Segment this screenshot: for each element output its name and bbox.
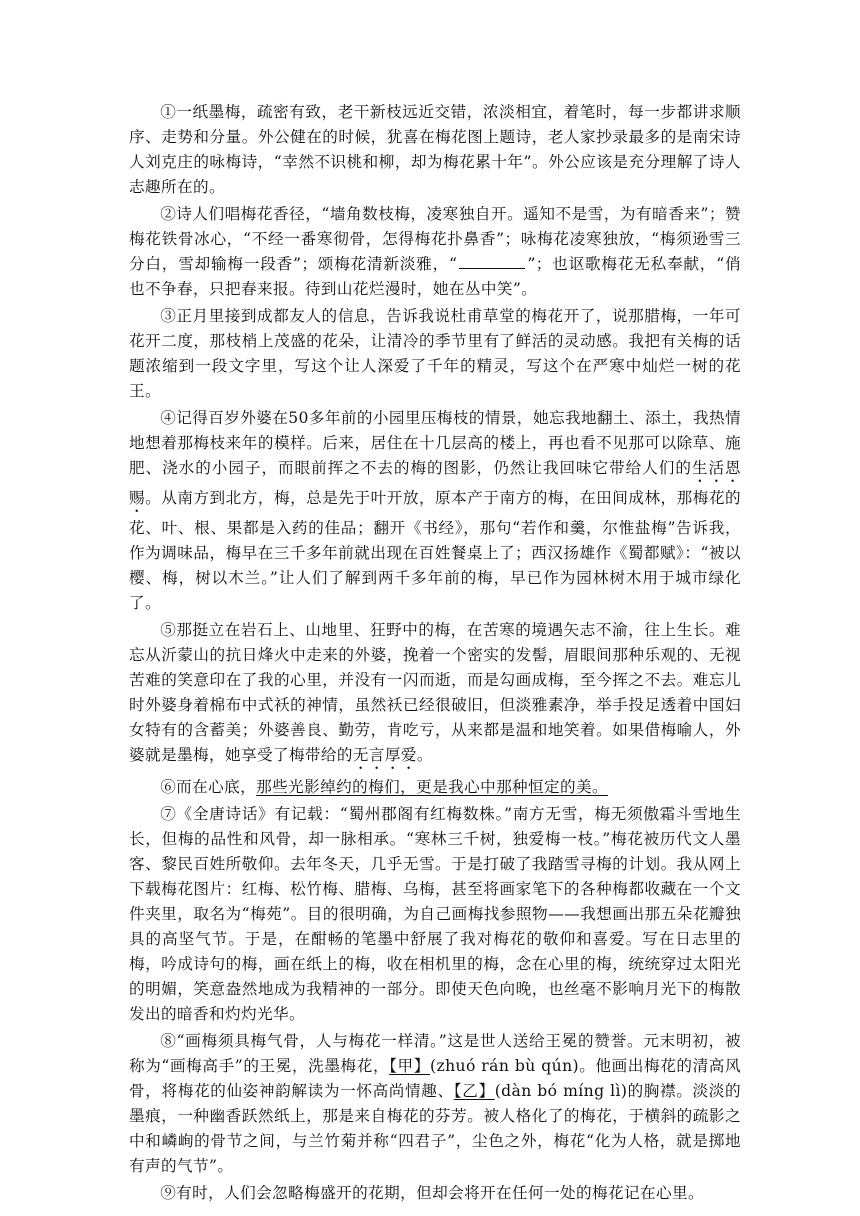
paragraph-5: [129, 618, 741, 773]
paragraph-8: [129, 1029, 741, 1179]
paragraph-2-text-b: ”；也讴歌梅花无私奉献，“俏也不争春，只把春来报。待到山花烂漫时，她在丛中笑”。: [129, 255, 741, 298]
paragraph-4: [129, 406, 741, 616]
paragraph-2: [129, 202, 741, 302]
paragraph-3: ③正月里接到成都友人的信息，告诉我说杜甫草堂的梅花开了，说那腊梅，一年可花开二度，那枝梢上茂盛的花朵，让清冷的季节里有了鲜活的灵动感。我把有关梅的话题浓缩到一段文字里，写这个让人深爱了千年的精灵，写这个在严寒中灿烂一树的花王。: [129, 307, 741, 400]
paragraph-8-text-c: (dàn bó míng lì)的胸襟。淡淡的墨痕，一种幽香跃然纸上，那是来自梅花的芬芳。被人格化了的梅花，于横斜的疏影之中和嶙峋的骨节之间，与兰竹菊并称“四君子”，尘色之外，梅花“化为人格，就是掷地有声的气节”。: [129, 1082, 741, 1175]
dotted-phrase: 生活恩赐: [129, 459, 741, 507]
paragraph-9: ⑨有时，人们会忽略梅盛开的花期，但却会将开在任何一处的梅花记在心里。: [160, 1184, 704, 1202]
paragraph-5-text-b: 。: [416, 746, 433, 764]
underlined-sentence: 那些光影绰约的梅们，更是我心中那种恒定的美。: [256, 778, 609, 796]
paragraph-8-text-a: ⑧“画梅须具梅气骨，人与梅花一样清。”这是世人送给王冕的赞誉。元末明初，被称为“画梅高手”的王冕，洗墨梅花，: [129, 1032, 741, 1075]
paragraph-6: [129, 775, 741, 800]
blank-yi: 【乙】: [453, 1082, 495, 1100]
paragraph-2-text-a: ②诗人们唱梅花香径，“墙角数枝梅，凌寒独自开。遥知不是雪，为有暗香来”；赞梅花铁骨冰心，“不经一番寒彻骨，怎得梅花扑鼻香”；咏梅花凌寒独放，“梅须逊雪三分白，雪却输梅一段香”；颂梅花清新淡雅，“: [129, 205, 741, 273]
paragraph-8-text-b: (zhuó rán bù qún)。他画出梅花的清高风骨，将梅花的仙姿神韵解读为一怀高尚情趣、: [129, 1057, 741, 1100]
document-page: [129, 100, 741, 1208]
dotted-phrase: 无言厚爱: [352, 746, 417, 764]
fill-in-blank: [459, 254, 525, 269]
blank-jia: 【甲】: [389, 1057, 430, 1075]
paragraph-4-text-a: ④记得百岁外婆在50多年前的小园里压梅枝的情景，她忘我地翻土、添土，我热情地想着那梅枝来年的模样。后来，居住在十几层高的楼上，再也看不见那可以除草、施肥、浇水的小园子，而眼前挥之不去的梅的图影，仍然让我回味它带给人们的: [129, 409, 741, 477]
paragraph-6-text-a: ⑥而在心底，: [160, 778, 257, 796]
paragraph-5-text-a: ⑤那挺立在岩石上、山地里、狂野中的梅，在苦寒的境遇矢志不渝，往上生长。难忘从沂蒙山的抗日烽火中走来的外婆，挽着一个密实的发髻，眉眼间那种乐观的、无视苦难的笑意印在了我的心里，并没有一闪而逝，而是勾画成梅，至今挥之不去。难忘儿时外婆身着棉布中式袄的神情，虽然袄已经很破旧，但淡雅素净，举手投足透着中国妇女特有的含蓄美；外婆善良、勤劳，肯吃亏，从来都是温和地笑着。如果借梅喻人，外婆就是墨梅，她享受了梅带给的: [129, 621, 741, 764]
paragraph-4-text-b: 。从南方到北方，梅，总是先于叶开放，原本产于南方的梅，在田间成林，那梅花的花、叶、根、果都是入药的佳品；翻开《书经》，那句“若作和羹，尔惟盐梅”告诉我，作为调味品，梅早在三千多年前就出现在百姓餐桌上了；西汉扬雄作《蜀都赋》：“被以樱、梅，树以木兰。”让人们了解到两千多年前的梅，早已作为园林树木用于城市绿化了。: [129, 489, 741, 612]
paragraph-1: ①一纸墨梅，疏密有致，老干新枝远近交错，浓淡相宜，着笔时，每一步都讲求顺序、走势和分量。外公健在的时候，犹喜在梅花图上题诗，老人家抄录最多的是南宋诗人刘克庄的咏梅诗，“幸然不识桃和柳，却为梅花累十年”。外公应该是充分理解了诗人志趣所在的。: [129, 103, 741, 196]
paragraph-7: ⑦《全唐诗话》有记载：“蜀州郡阁有红梅数株。”南方无雪，梅无须傲霜斗雪地生长，但梅的品性和风骨，却一脉相承。“寒林三千树，独爱梅一枝。”梅花被历代文人墨客、黎民百姓所敬仰。去年冬天，几乎无雪。于是打破了我踏雪寻梅的计划。我从网上下载梅花图片：红梅、松竹梅、腊梅、乌梅，甚至将画家笔下的各种梅都收藏在一个文件夹里，取名为“梅苑”。目的很明确，为自己画梅找参照物——我想画出那五朵花瓣独具的高坚气节。于是，在酣畅的笔墨中舒展了我对梅花的敬仰和喜爱。写在日志里的梅，吟成诗句的梅，画在纸上的梅，收在相机里的梅，念在心里的梅，统统穿过太阳光的明媚，笑意盎然地成为我精神的一部分。即使天色向晚，也丝毫不影响月光下的梅散发出的暗香和灼灼光华。: [129, 805, 741, 1023]
